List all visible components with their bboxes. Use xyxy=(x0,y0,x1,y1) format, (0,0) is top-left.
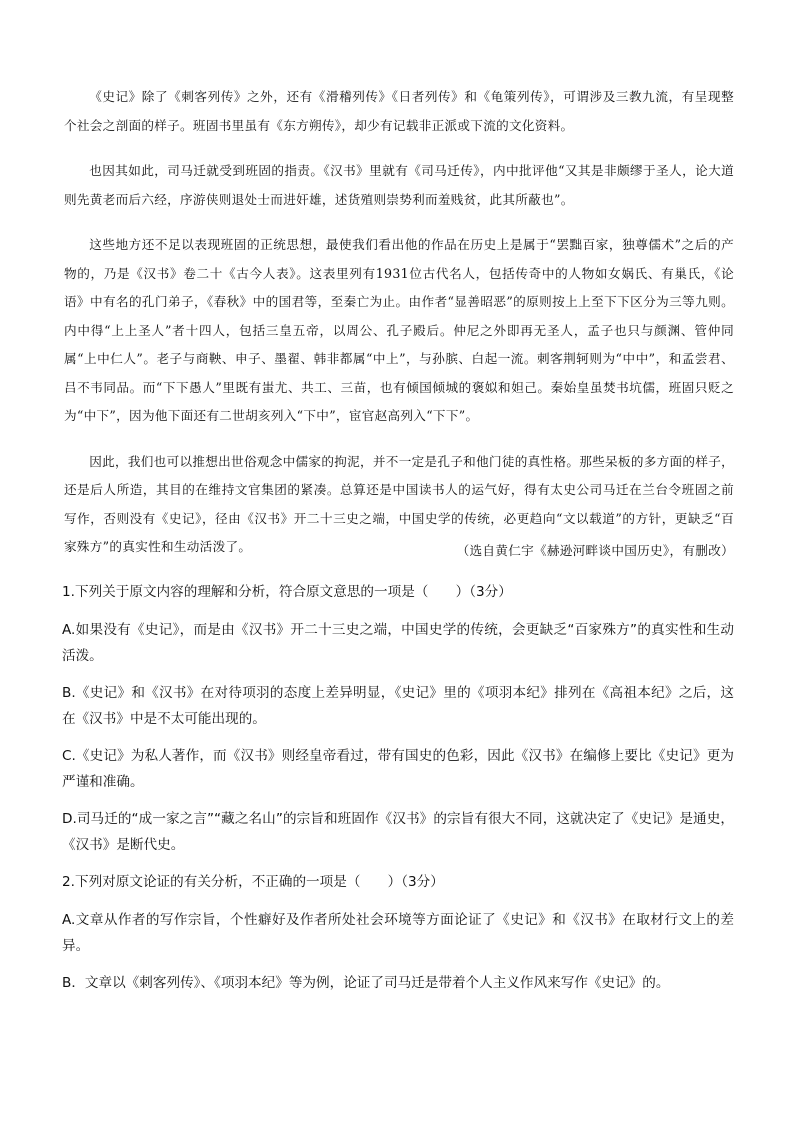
reading-passage xyxy=(64,83,734,579)
question-1-option-d: D.司马迁的“成一家之言”“藏之名山”的宗旨和班固作《汉书》的宗旨有很大不同，这就决定了《史记》是通史，《汉书》是断代史。 xyxy=(62,811,734,853)
question-2-option-b: B．文章以《刺客列传》、《项羽本纪》等为例，论证了司马迁是带着个人主义作风来写作《史记》的。 xyxy=(62,975,670,991)
question-1-option-c: C.《史记》为私人著作，而《汉书》则经皇帝看过，带有国史的色彩，因此《汉书》在编修上要比《史记》更为严谨和准确。 xyxy=(62,748,734,790)
passage-source: （选自黄仁宇《赫逊河畔谈中国历史》，有删改） xyxy=(456,543,734,558)
question-1-stem: 1.下列关于原文内容的理解和分析，符合原文意思的一项是（ ）（3分） xyxy=(62,584,512,600)
question-1-option-a: A.如果没有《史记》，而是由《汉书》开二十三史之端，中国史学的传统，会更缺乏“百家殊方”的真实性和生动活泼。 xyxy=(62,622,734,664)
question-list xyxy=(62,579,734,1007)
passage-paragraph-3: 这些地方还不足以表现班固的正统思想，最使我们看出他的作品在历史上是属于“罢黜百家，独尊儒术”之后的产物的，乃是《汉书》卷二十《古今人表》。这表里列有1931位古代名人，包括传奇中的人物如女娲氏、有巢氏，《论语》中有名的孔门弟子，《春秋》中的国君等，至秦亡为止。由作者“显善昭恶”的原则按上上至下下区分为三等九则。内中得“上上圣人”者十四人，包括三皇五帝，以周公、孔子殿后。仲尼之外即再无圣人，孟子也只与颜渊、管仲同属“上中仁人”。老子与商鞅、申子、墨翟、韩非都属“中上”，与孙膑、白起一流。刺客荆轲则为“中中”，和孟尝君、吕不韦同品。而“下下愚人”里既有蚩尤、共工、三苗，也有倾国倾城的褒姒和妲己。秦始皇虽焚书坑儒，班固只贬之为“中下”，因为他下面还有二世胡亥列入“下中”，宦官赵高列入“下下”。 xyxy=(64,237,734,423)
passage-paragraph-4: 因此，我们也可以推想出世俗观念中儒家的拘泥，并不一定是孔子和他门徒的真性格。那些呆板的多方面的样子，还是后人所造，其目的在维持文官集团的紧凑。总算还是中国读书人的运气好，得有太史公司马迁在兰台令班固之前写作，否则没有《史记》，径由《汉书》开二十三史之端，中国史学的传统，必更趋向“文以载道”的方针，更缺乏“百家殊方”的真实性和生动活泼了。 xyxy=(64,453,734,554)
passage-paragraph-1: 《史记》除了《刺客列传》之外，还有《滑稽列传》《日者列传》和《龟策列传》，可谓涉及三教九流，有呈现整个社会之剖面的样子。班固书里虽有《东方朔传》，却少有记载非正派或下流的文化资料。 xyxy=(64,89,734,133)
question-2-stem: 2.下列对原文论证的有关分析，不正确的一项是（ ）（3分） xyxy=(62,874,444,890)
question-2-option-a: A.文章从作者的写作宗旨，个性癖好及作者所处社会环境等方面论证了《史记》和《汉书》在取材行文上的差异。 xyxy=(62,912,734,954)
question-1-option-b: B.《史记》和《汉书》在对待项羽的态度上差异明显，《史记》里的《项羽本纪》排列在《高祖本纪》之后，这在《汉书》中是不太可能出现的。 xyxy=(62,685,734,727)
passage-paragraph-2: 也因其如此，司马迁就受到班固的指责。《汉书》里就有《司马迁传》，内中批评他“又其是非颇缪于圣人，论大道则先黄老而后六经，序游侠则退处士而进奸雄，述货殖则崇势利而羞贱贫，此其所蔽也”。 xyxy=(64,163,734,207)
